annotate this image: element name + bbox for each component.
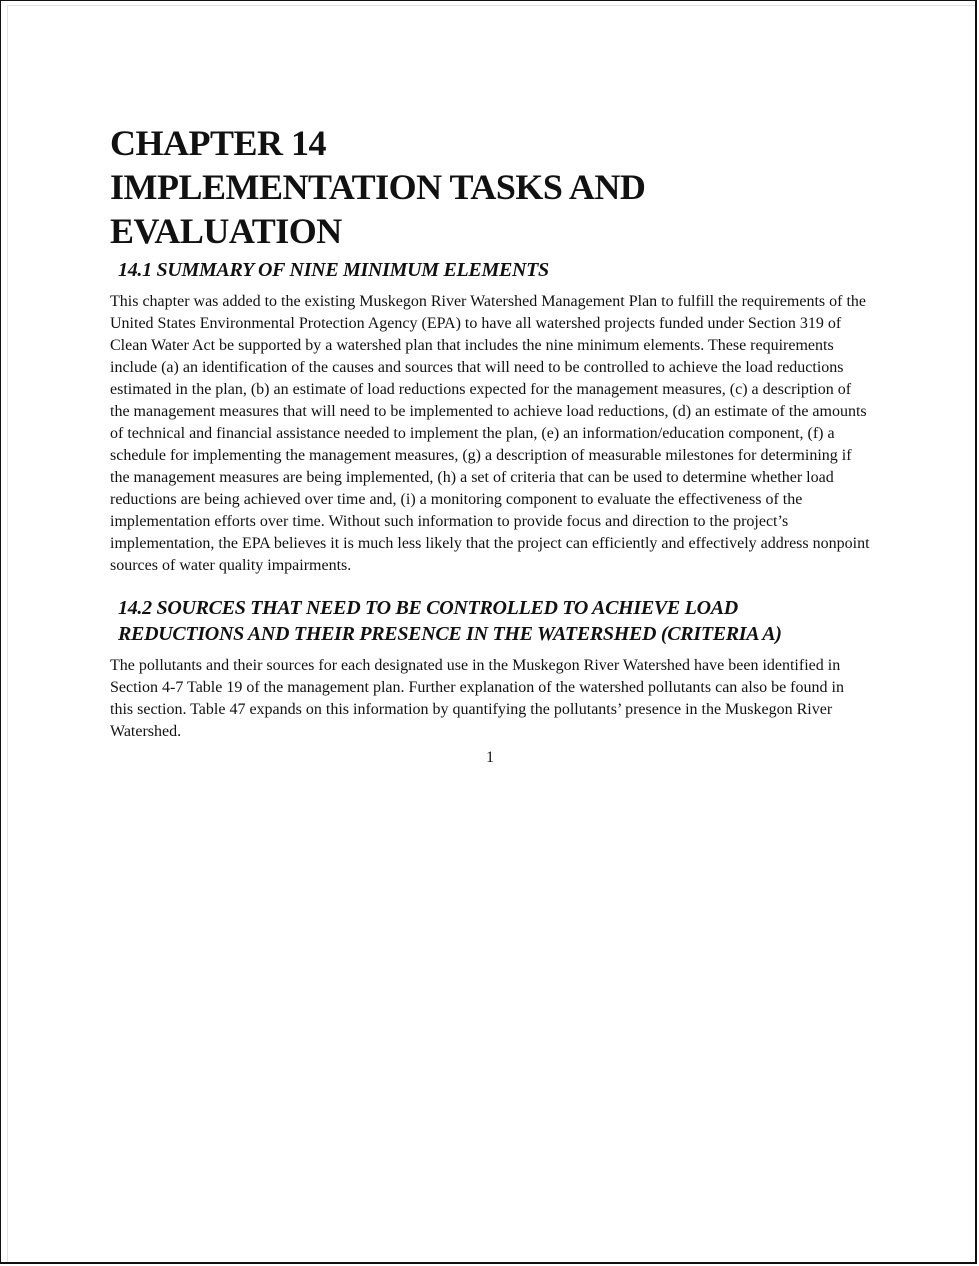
chapter-title-line: EVALUATION [110,211,342,251]
section-paragraph-14-2: The pollutants and their sources for each designated use in the Muskegon River Watershed have been identified in Section 4-7 Table 19 of the management plan. Further explanation of the watershed pollutants can also be found in this section. Table 47 expands on this information by quantifying the pollutants’ presence in the Muskegon River Watershed. [110,657,844,740]
section-heading-14-2: 14.2 SOURCES THAT NEED TO BE CONTROLLED TO ACHIEVE LOAD REDUCTIONS AND THEIR PRESENCE IN THE WATERSHED (CRITERIA A) [118,597,782,645]
chapter-title [110,121,870,253]
chapter-title-line: CHAPTER 14 [110,123,327,163]
chapter-title-line: IMPLEMENTATION TASKS AND [110,167,646,207]
section-heading-14-1: 14.1 SUMMARY OF NINE MINIMUM ELEMENTS [118,259,549,281]
page-content [110,121,870,769]
page-number: 1 [486,749,494,766]
section-paragraph-14-1: This chapter was added to the existing Muskegon River Watershed Management Plan to fulfill the requirements of the United States Environmental Protection Agency (EPA) to have all watershed projects funded under Section 319 of Clean Water Act be supported by a watershed plan that includes the nine minimum elements. These requirements include (a) an identification of the causes and sources that will need to be controlled to achieve the load reductions estimated in the plan, (b) an estimate of load reductions expected for the management measures, (c) a description of the management measures that will need to be implemented to achieve load reductions, (d) an estimate of the amounts of technical and financial assistance needed to implement the plan, (e) an information/education component, (f) a schedule for implementing the management measures, (g) a description of measurable milestones for determining if the management measures are being implemented, (h) a set of criteria that can be used to determine whether load reductions are being achieved over time and, (i) a monitoring component to evaluate the effectiveness of the implementation efforts over time. Without such information to provide focus and direction to the project’s implementation, the EPA believes it is much less likely that the project can efficiently and effectively address nonpoint sources of water quality impairments. [110,293,870,574]
